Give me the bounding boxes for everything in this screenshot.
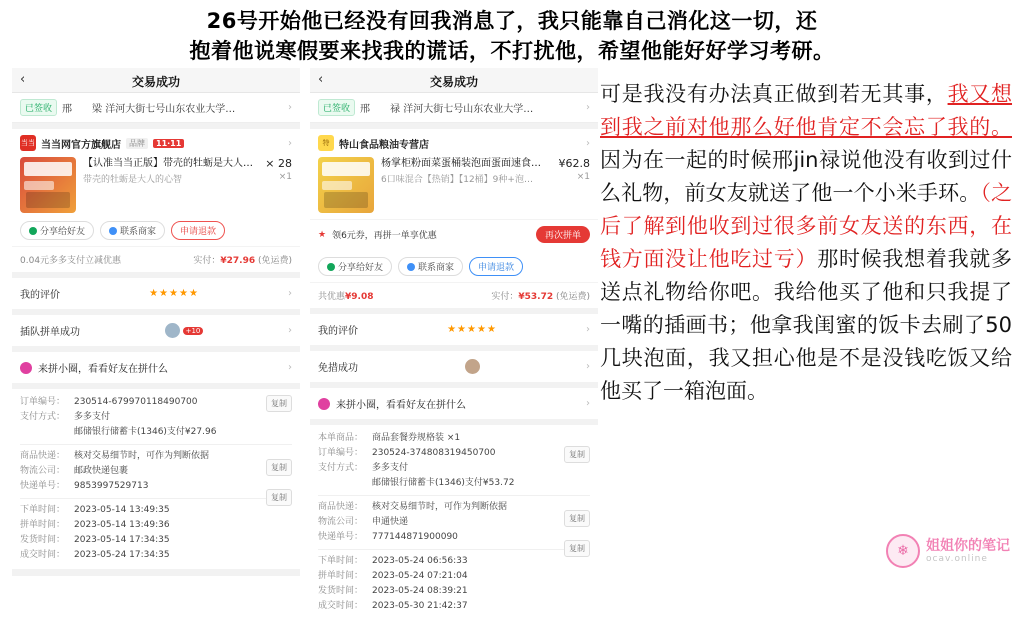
avatar	[165, 323, 180, 338]
product-price: ¥62.8	[558, 157, 590, 170]
pin-circle-label: 来拼小圈，看看好友在拼什么	[336, 400, 466, 411]
detail-value: 多多支付	[372, 463, 409, 473]
chevron-right-icon: ›	[288, 325, 292, 336]
ticket-icon: ★	[318, 229, 327, 240]
product-thumbnail	[20, 157, 76, 213]
queue-success-label: 插队拼单成功	[20, 327, 80, 338]
detail-value: 2023-05-14 13:49:36	[74, 520, 170, 530]
order-screenshot-right	[310, 68, 598, 611]
detail-key: 本单商品：	[318, 433, 364, 443]
pin-circle-row-left[interactable]	[12, 352, 300, 383]
goods-row-left[interactable]	[20, 157, 292, 213]
status-badge: 已签收	[20, 99, 57, 116]
contact-merchant-button[interactable]	[398, 257, 463, 276]
page-title	[0, 6, 1024, 66]
pin-circle-icon	[20, 362, 32, 374]
detail-key: 发货时间：	[20, 535, 66, 545]
chevron-right-icon: ›	[288, 362, 292, 373]
copy-button[interactable]: 复制	[266, 395, 292, 412]
pin-circle-label: 来拼小圈，看看好友在拼什么	[38, 364, 168, 375]
delivery-address-right[interactable]	[310, 93, 598, 123]
detail-key: 支付方式：	[318, 463, 364, 473]
my-review-label: 我的评价	[20, 290, 60, 301]
detail-key: 成交时间：	[20, 550, 66, 560]
detail-key: 物流公司：	[20, 466, 66, 476]
shipping-note: (免运费)	[257, 256, 292, 266]
refund-button[interactable]: 申请退款	[171, 221, 225, 240]
rating-stars: ★★★★★	[447, 324, 497, 335]
watermark	[886, 534, 1010, 568]
detail-key: 拼单时间：	[318, 571, 364, 581]
my-review-row-left[interactable]	[12, 278, 300, 309]
rating-stars: ★★★★★	[149, 288, 199, 299]
reorder-button[interactable]: 再次拼单	[536, 226, 590, 243]
detail-value: 230524-374808319450700	[372, 448, 496, 458]
narrative-text	[600, 78, 1012, 568]
discount-text: 0.04元多多支付立减优惠	[20, 256, 122, 266]
shop-row-left[interactable]	[20, 135, 292, 151]
detail-value: 2023-05-24 08:39:21	[372, 586, 468, 596]
my-review-row-right[interactable]	[310, 314, 598, 345]
shop-tag-brand: 品牌	[126, 138, 148, 149]
paid-label: 实付：	[491, 292, 519, 302]
detail-value: 邮政快递包裹	[74, 466, 129, 476]
product-title: 杨掌柜粉面菜蛋桶装泡面蛋面速食…	[381, 158, 541, 169]
detail-value: 230514-679970118490700	[74, 397, 198, 407]
detail-key: 成交时间：	[318, 601, 364, 611]
shop-name: 特山食品粮油专营店	[339, 139, 429, 151]
narrative-part-3: 那时候我想着我就多送点礼物给你吧。我给他买了他和只我提了一嘴的插画书；他拿我闺蜜的饭卡去刷了50几块泡面，我又担心他是不是没钱吃饭又给他买了一箱泡面。	[600, 247, 1013, 403]
shop-name: 当当网官方旗舰店	[41, 139, 121, 151]
action-buttons-left	[20, 221, 292, 240]
chevron-right-icon: ›	[288, 137, 292, 149]
back-icon[interactable]: ‹	[318, 72, 324, 87]
order-card-left	[12, 129, 300, 246]
headline-line-1: 26号开始他已经没有回我消息了，我只能靠自己消化这一切，还	[206, 9, 818, 33]
detail-value: 2023-05-24 17:34:35	[74, 550, 170, 560]
detail-key: 快递单号：	[318, 532, 364, 542]
copy-button[interactable]: 复制	[266, 489, 292, 506]
pin-circle-row-right[interactable]	[310, 388, 598, 419]
detail-value: 777144871900090	[372, 532, 458, 542]
detail-value: 2023-05-24 07:21:04	[372, 571, 468, 581]
detail-key: 订单编号：	[318, 448, 364, 458]
detail-key: 下单时间：	[318, 556, 364, 566]
status-badge: 已签收	[318, 99, 355, 116]
chevron-right-icon: ›	[586, 137, 590, 149]
contact-label: 联系商家	[120, 227, 157, 237]
copy-button[interactable]: 复制	[564, 510, 590, 527]
address-text: 邢 禄 洋河大街七号山东农业大学…	[360, 104, 534, 115]
shop-logo-icon: 当当	[20, 135, 36, 151]
detail-value: 邮储银行储蓄卡(1346)支付¥53.72	[372, 478, 515, 488]
paid-label: 实付：	[193, 256, 221, 266]
navbar-right	[310, 68, 598, 93]
detail-key: 快递单号：	[20, 481, 66, 491]
discount-summary-right	[310, 282, 598, 308]
coupon-text: 领6元券，再拼一单享优惠	[332, 231, 437, 241]
shop-logo-icon: 特	[318, 135, 334, 151]
narrative-highlight-2: （之后了解到他收到过很多前女友送的东西，在钱方面没让他吃过亏）	[600, 181, 1013, 271]
chevron-right-icon: ›	[288, 102, 292, 113]
shipping-note: (免运费)	[555, 292, 590, 302]
navbar-title-left: 交易成功	[131, 75, 180, 89]
detail-key: 发货时间：	[318, 586, 364, 596]
product-price: × 28	[265, 157, 292, 170]
share-label: 分享给好友	[338, 263, 384, 273]
detail-key	[20, 425, 74, 440]
refund-button[interactable]: 申请退款	[469, 257, 523, 276]
detail-key	[318, 476, 372, 491]
detail-value: 2023-05-14 17:34:35	[74, 535, 170, 545]
detail-key: 订单编号：	[20, 397, 66, 407]
product-thumbnail	[318, 157, 374, 213]
flower-logo-icon: ❄	[886, 534, 920, 568]
narrative-part-2: 因为在一起的时候邢jin禄说他没有收到过什么礼物，前女友就送了他一个小米手环。	[600, 148, 1012, 205]
participant-count-badge: +10	[183, 327, 204, 335]
total-discount-label: 共优惠	[318, 292, 346, 302]
queue-success-row-left[interactable]	[12, 315, 300, 346]
paid-amount: ¥53.72	[518, 292, 554, 302]
detail-value: 9853997529713	[74, 481, 149, 491]
detail-value: 商品套餐券规格装 ×1	[372, 433, 461, 443]
product-subtitle: 6口味混合【热销】【12桶】9种+泡…	[381, 175, 533, 185]
order-card-right	[310, 129, 598, 219]
chevron-right-icon: ›	[586, 398, 590, 409]
watermark-text: 姐姐你的笔记	[926, 537, 1010, 554]
detail-key: 物流公司：	[318, 517, 364, 527]
detail-value: 2023-05-14 13:49:35	[74, 505, 170, 515]
share-label: 分享给好友	[40, 227, 86, 237]
order-screenshot-left	[12, 68, 300, 576]
contact-merchant-button[interactable]	[100, 221, 165, 240]
free-success-row-right[interactable]	[310, 351, 598, 382]
detail-key: 商品快递：	[318, 502, 364, 512]
copy-button[interactable]: 复制	[266, 459, 292, 476]
copy-button[interactable]: 复制	[564, 540, 590, 557]
chevron-right-icon: ›	[586, 102, 590, 113]
detail-key: 下单时间：	[20, 505, 66, 515]
detail-value: 2023-05-24 06:56:33	[372, 556, 468, 566]
navbar-left	[12, 68, 300, 93]
product-subtitle: 带壳的牡蛎是大人的心智	[83, 175, 183, 185]
address-text: 邢 梁 洋河大街七号山东农业大学…	[62, 104, 236, 115]
watermark-sub: ocav.online	[926, 553, 988, 564]
detail-value: 邮储银行储蓄卡(1346)支付¥27.96	[74, 427, 217, 437]
action-buttons-right	[310, 249, 598, 282]
copy-button[interactable]: 复制	[564, 446, 590, 463]
chevron-right-icon: ›	[287, 288, 292, 299]
chevron-right-icon: ›	[586, 361, 590, 372]
product-qty: ×1	[576, 172, 590, 182]
detail-key: 支付方式：	[20, 412, 66, 422]
detail-key: 商品快递：	[20, 451, 66, 461]
total-discount-amount: ¥9.08	[345, 292, 374, 302]
order-details-left	[12, 389, 300, 569]
detail-value: 核对交易细节时，可作为判断依据	[372, 502, 508, 512]
avatar	[465, 359, 480, 374]
paid-amount: ¥27.96	[220, 256, 256, 266]
narrative-highlight-1: 我又想到我之前对他那么好他肯定不会忘了我的。	[600, 82, 1013, 139]
share-button[interactable]	[20, 221, 94, 240]
detail-value: 核对交易细节时，可作为判断依据	[74, 451, 210, 461]
coupon-bar-right[interactable]	[310, 219, 598, 249]
pin-circle-icon	[318, 398, 330, 410]
detail-key: 拼单时间：	[20, 520, 66, 530]
shop-row-right[interactable]	[318, 135, 590, 151]
my-review-label: 我的评价	[318, 326, 358, 337]
shop-tag-promo: 11·11	[153, 139, 184, 148]
discount-summary-left	[12, 246, 300, 272]
chevron-right-icon: ›	[585, 324, 590, 335]
detail-value: 申通快递	[372, 517, 409, 527]
navbar-title-right: 交易成功	[429, 75, 478, 89]
narrative-part-1: 可是我没有办法真正做到若无其事，	[600, 82, 948, 106]
headline-line-2: 抱着他说寒假要来找我的谎话，不打扰他，希望他能好好学习考研。	[189, 39, 835, 63]
back-icon[interactable]: ‹	[20, 72, 26, 87]
detail-value: 多多支付	[74, 412, 111, 422]
product-title: 【认准当当正版】带壳的牡蛎是大人…	[83, 158, 253, 169]
goods-row-right[interactable]	[318, 157, 590, 213]
delivery-address-left[interactable]	[12, 93, 300, 123]
detail-value: 2023-05-30 21:42:37	[372, 601, 468, 611]
order-details-right	[310, 425, 598, 620]
free-success-label: 免措成功	[318, 363, 358, 374]
product-qty: ×1	[278, 172, 292, 182]
share-button[interactable]	[318, 257, 392, 276]
contact-label: 联系商家	[418, 263, 455, 273]
